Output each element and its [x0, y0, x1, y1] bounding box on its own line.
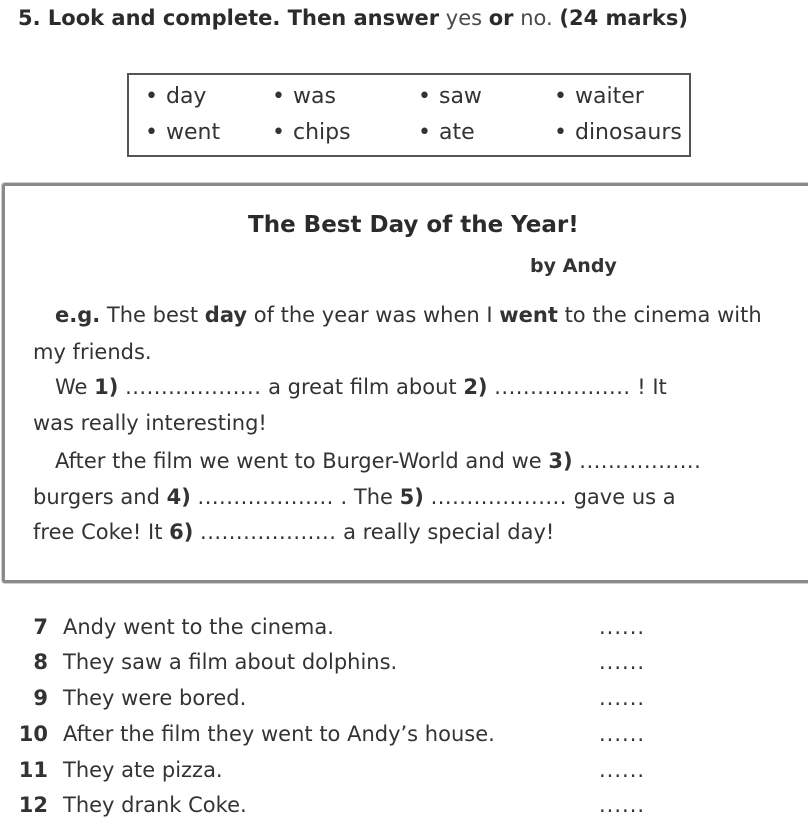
- story-line-7: free Coke! It 6) ................... a really special day!: [33, 520, 555, 544]
- heading-yes: yes: [445, 6, 483, 30]
- answer-blank[interactable]: ......: [599, 722, 646, 746]
- blank-number-6: 6): [169, 520, 194, 544]
- question-text: Andy went to the cinema.: [63, 615, 334, 639]
- word-box-item: • day: [145, 84, 207, 109]
- question-item: [0, 615, 808, 645]
- story-title: The Best Day of the Year!: [248, 212, 579, 238]
- word-box-item: • dinosaurs: [554, 120, 682, 145]
- blank-4[interactable]: ...................: [197, 485, 334, 509]
- word-box-item: • waiter: [554, 84, 644, 109]
- question-text: They ate pizza.: [63, 758, 223, 782]
- question-number: 12: [18, 793, 48, 817]
- bullet-icon: •: [145, 84, 158, 109]
- story-line-5: After the film we went to Burger-World and we 3) .................: [55, 449, 702, 473]
- answer-blank[interactable]: ......: [599, 615, 646, 639]
- question-item: [0, 722, 808, 752]
- answer-blank[interactable]: ......: [599, 686, 646, 710]
- bullet-icon: •: [554, 84, 567, 109]
- blank-number-5: 5): [399, 485, 424, 509]
- answer-blank[interactable]: ......: [599, 758, 646, 782]
- answer-blank[interactable]: ......: [599, 650, 646, 674]
- question-item: [0, 793, 808, 823]
- blank-number-4: 4): [166, 485, 191, 509]
- heading-or: or: [488, 6, 514, 30]
- blank-number-2: 2): [463, 375, 488, 399]
- bullet-icon: •: [554, 120, 567, 145]
- bullet-icon: •: [272, 120, 285, 145]
- question-number: 8: [33, 650, 48, 674]
- question-text: They were bored.: [63, 686, 247, 710]
- question-item: [0, 758, 808, 788]
- example-answer-day: day: [204, 303, 248, 327]
- blank-number-1: 1): [94, 375, 119, 399]
- story-line-2: my friends.: [33, 340, 152, 364]
- blank-5[interactable]: ...................: [430, 485, 567, 509]
- heading-marks: (24 marks): [559, 6, 688, 30]
- bullet-icon: •: [418, 84, 431, 109]
- question-text: They drank Coke.: [63, 793, 247, 817]
- bullet-icon: •: [145, 120, 158, 145]
- story-line-4: was really interesting!: [33, 411, 267, 435]
- story-author: by Andy: [530, 255, 617, 277]
- bullet-icon: •: [418, 120, 431, 145]
- heading-no: no.: [520, 6, 553, 30]
- question-number: 7: [33, 615, 48, 639]
- story-line-6: burgers and 4) ................... . The 5) ................... gave us a: [33, 485, 676, 509]
- blank-number-3: 3): [548, 449, 573, 473]
- bullet-icon: •: [272, 84, 285, 109]
- word-box-item: • chips: [272, 120, 351, 145]
- question-number: 9: [33, 686, 48, 710]
- question-text: They saw a film about dolphins.: [63, 650, 398, 674]
- blank-2[interactable]: ...................: [494, 375, 631, 399]
- story-line-3: We 1) ................... a great film about 2) ................... ! It: [55, 375, 667, 399]
- question-item: [0, 686, 808, 716]
- answer-blank[interactable]: ......: [599, 793, 646, 817]
- word-box-item: • was: [272, 84, 336, 109]
- blank-3[interactable]: .................: [579, 449, 702, 473]
- question-text: After the film they went to Andy’s house.: [63, 722, 495, 746]
- question-item: [0, 650, 808, 680]
- blank-6[interactable]: ...................: [200, 520, 337, 544]
- exercise-heading: [18, 6, 688, 30]
- question-number: 10: [18, 722, 48, 746]
- word-box-item: • went: [145, 120, 221, 145]
- story-line-1: e.g. The best day of the year was when I went to the cinema with: [55, 303, 762, 327]
- blank-1[interactable]: ...................: [125, 375, 262, 399]
- word-box-item: • saw: [418, 84, 482, 109]
- question-number: 11: [18, 758, 48, 782]
- example-label: e.g.: [55, 303, 101, 327]
- heading-instruction: 5. Look and complete. Then answer: [18, 6, 440, 30]
- example-answer-went: went: [499, 303, 558, 327]
- word-box-item: • ate: [418, 120, 475, 145]
